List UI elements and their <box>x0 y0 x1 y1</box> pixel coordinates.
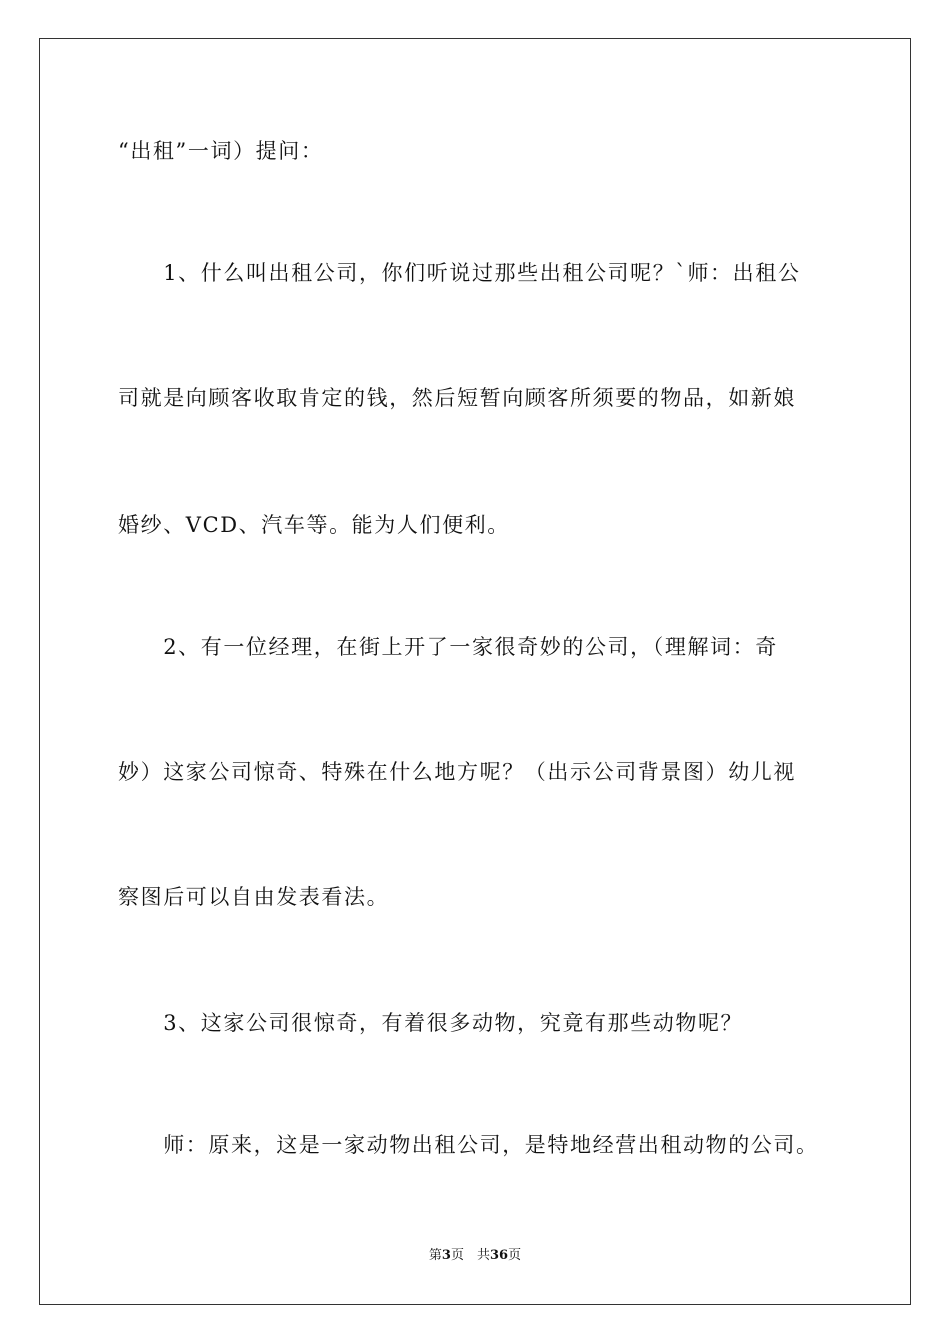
text-line-6: 妙）这家公司惊奇、特殊在什么地方呢？（出示公司背景图）幼儿视 <box>118 760 796 784</box>
text-line-8: 3、这家公司很惊奇，有着很多动物，究竟有那些动物呢？ <box>118 1011 744 1035</box>
page-border <box>39 38 911 1305</box>
text-line-5: 2、有一位经理，在街上开了一家很奇妙的公司，（理解词：奇 <box>118 635 778 659</box>
text-line-1: “出租”一词）提问： <box>118 139 324 163</box>
text-line-7: 察图后可以自由发表看法。 <box>118 885 390 909</box>
page-footer <box>0 1247 950 1265</box>
text-line-4: 婚纱、VCD、汽车等。能为人们便利。 <box>118 513 510 537</box>
footer-total-pages: 36 <box>489 1248 509 1263</box>
footer-middle: 页 共 <box>450 1248 490 1263</box>
footer-prefix: 第 <box>428 1248 442 1263</box>
text-line-9: 师：原来，这是一家动物出租公司，是特地经营出租动物的公司。 <box>118 1133 819 1157</box>
footer-suffix: 页 <box>508 1248 522 1263</box>
text-line-2: 1、什么叫出租公司，你们听说过那些出租公司呢？`师：出租公 <box>118 261 801 285</box>
footer-page-number: 3 <box>441 1248 451 1263</box>
text-line-3: 司就是向顾客收取肯定的钱，然后短暂向顾客所须要的物品，如新娘 <box>118 386 796 410</box>
